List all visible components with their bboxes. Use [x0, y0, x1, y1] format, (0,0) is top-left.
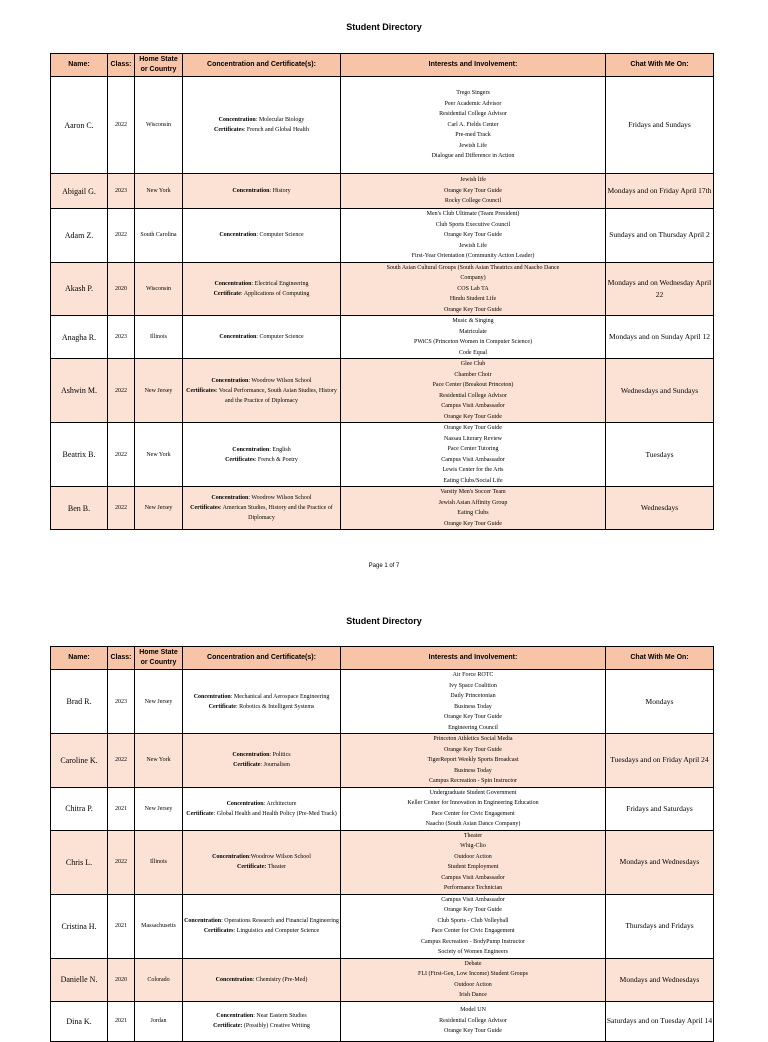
- chat-days: Wednesdays and Sundays: [606, 359, 714, 423]
- concentration-key: Concentration: [219, 232, 257, 239]
- interest-item: Dialogue and Difference in Action: [431, 153, 515, 160]
- column-header-concentration: Concentration and Certificate(s):: [183, 647, 341, 670]
- interest-item: Residential College Advisor: [439, 392, 507, 399]
- concentration-value: : French & Poetry: [254, 456, 298, 463]
- student-directory-table: [50, 53, 714, 530]
- page-title: Student Directory: [346, 616, 422, 626]
- concentration-line: [183, 862, 340, 872]
- column-header-concentration: Concentration and Certificate(s):: [183, 54, 341, 77]
- interest-item: Campus Visit Ambassador: [441, 403, 505, 409]
- interests-cell: [341, 894, 606, 958]
- concentration-line: [183, 493, 340, 503]
- column-header-class: Class:: [108, 54, 135, 77]
- class-year: 2023: [108, 670, 135, 734]
- table-row: [51, 174, 714, 209]
- concentration-key: Concentration: [226, 800, 264, 807]
- concentration-line: [183, 809, 340, 819]
- interests-cell: [341, 487, 606, 530]
- concentration-key: Concentration: [214, 280, 252, 287]
- chat-days: Mondays and on Friday April 17th: [606, 174, 714, 209]
- concentration-cell: [183, 262, 341, 316]
- concentration-key: Certificates: [214, 127, 244, 133]
- column-header-interests: Interests and Involvement:: [341, 54, 606, 77]
- chat-days: Mondays and Wednesdays: [606, 830, 714, 894]
- interests-cell: [341, 830, 606, 894]
- interest-item: Student Employment: [447, 864, 499, 870]
- concentration-key: Certificates: [225, 456, 255, 463]
- concentration-cell: [183, 958, 341, 1001]
- table-row: [51, 359, 714, 423]
- interest-item: Orange Key Tour Guide: [444, 306, 502, 313]
- concentration-value: : Linguistics and Computer Science: [233, 928, 320, 934]
- concentration-value: : Applications of Computing: [240, 290, 310, 297]
- home-state: New Jersey: [135, 359, 183, 423]
- interest-item: Ivy Space Coalition: [449, 682, 497, 689]
- table-row: [51, 423, 714, 487]
- interest-item: Pace Center (Breakout Princeton): [432, 382, 514, 388]
- concentration-key: Certificate: [213, 290, 241, 297]
- home-state: Wisconsin: [135, 262, 183, 316]
- interest-item: Orange Key Tour Guide: [444, 907, 502, 913]
- interest-item: Orange Key Tour Guide: [444, 232, 502, 238]
- interest-item: Club Sports Executive Council: [435, 221, 511, 228]
- interest-item: Lewis Center for the Arts: [442, 467, 504, 473]
- concentration-line: [183, 1021, 340, 1031]
- home-state: New Jersey: [135, 487, 183, 530]
- interest-item: Princeton Athletics Social Media: [433, 736, 513, 742]
- class-year: 2023: [108, 316, 135, 359]
- table-row: [51, 958, 714, 1001]
- home-state: Massachusetts: [135, 894, 183, 958]
- concentration-key: Certificate:: [213, 1023, 243, 1029]
- interest-item: Whig-Clio: [460, 843, 486, 849]
- concentration-line: [183, 503, 340, 523]
- concentration-line: [183, 186, 340, 196]
- concentration-cell: [183, 670, 341, 734]
- concentration-cell: [183, 894, 341, 958]
- concentration-key: Concentration: [184, 918, 222, 924]
- interest-item: Pace Center for Civic Engagement: [431, 810, 515, 817]
- interest-item: PWiCS (Princeton Women in Computer Science): [414, 339, 532, 345]
- concentration-key: Certificate: [186, 810, 214, 817]
- home-state: New York: [135, 423, 183, 487]
- concentration-value: :Woodrow Wilson School: [249, 854, 311, 860]
- class-year: 2022: [108, 487, 135, 530]
- interests-cell: [341, 262, 606, 316]
- concentration-cell: [183, 487, 341, 530]
- interest-item: Theater: [463, 832, 483, 839]
- concentration-key: Concentration: [211, 377, 249, 384]
- interest-item: Code Equal: [458, 349, 488, 356]
- chat-days: Mondays: [606, 670, 714, 734]
- home-state: New Jersey: [135, 787, 183, 830]
- interest-item: Chamber Choir: [454, 371, 492, 378]
- interest-item: Hindu Student Life: [449, 296, 497, 302]
- student-name: Chris L.: [51, 830, 108, 894]
- concentration-key: Certificate:: [236, 864, 267, 870]
- concentration-value: : Woodrow Wilson School: [248, 495, 312, 501]
- concentration-value: : Global Health and Health Policy (Pre-Med Track): [213, 810, 337, 817]
- student-name: Cristina H.: [51, 894, 108, 958]
- interest-item: Performance Technician: [443, 885, 503, 891]
- interest-item: Club Sports - Club Volleyball: [437, 917, 509, 924]
- home-state: Wisconsin: [135, 77, 183, 174]
- concentration-line: [183, 1011, 340, 1021]
- concentration-key: Concentration: [193, 693, 231, 700]
- interest-item: Matriculate: [459, 328, 487, 335]
- concentration-value: : History: [269, 188, 291, 194]
- chat-days: Fridays and Saturdays: [606, 787, 714, 830]
- concentration-value: : Vocal Performance, South Asian Studies, History and the Practice of Diplomacy: [215, 387, 337, 404]
- concentration-line: [183, 289, 340, 299]
- concentration-key: Certificates: [190, 505, 220, 511]
- home-state: Colorado: [135, 958, 183, 1001]
- interest-item: Jewish Asian Affinity Group: [438, 499, 508, 506]
- interest-item: Business Today: [454, 767, 492, 774]
- interests-cell: [341, 734, 606, 788]
- concentration-cell: [183, 830, 341, 894]
- concentration-line: [183, 799, 340, 809]
- interest-item: Orange Key Tour Guide: [444, 413, 502, 420]
- interest-item: Pace Center Tutoring: [447, 446, 499, 452]
- class-year: 2020: [108, 262, 135, 316]
- chat-days: Wednesdays: [606, 487, 714, 530]
- interest-item: South Asian Cultural Groups (South Asian Theatrics and Naacho Dance: [386, 264, 560, 271]
- interest-item: Undergraduate Student Government: [429, 789, 517, 796]
- interest-item: Debate: [464, 960, 482, 967]
- concentration-cell: [183, 174, 341, 209]
- interest-item: Peer Academic Advisor: [444, 100, 502, 107]
- interest-item: Business Today: [454, 703, 492, 710]
- header-row: [51, 647, 714, 670]
- concentration-value: : English: [269, 446, 291, 453]
- interest-item: Carl A. Fields Center: [447, 121, 499, 128]
- home-state: South Carolina: [135, 209, 183, 263]
- class-year: 2022: [108, 209, 135, 263]
- interest-item: Jewish Life: [459, 142, 487, 149]
- table-row: [51, 894, 714, 958]
- concentration-line: [183, 702, 340, 712]
- concentration-cell: [183, 787, 341, 830]
- table-row: [51, 787, 714, 830]
- concentration-value: : Architecture: [263, 800, 297, 807]
- interest-item: Campus Visit Ambassador: [441, 874, 505, 881]
- chat-days: Sundays and on Thursday April 2: [606, 209, 714, 263]
- student-name: Ashwin M.: [51, 359, 108, 423]
- page-number: Page 1 of 7: [368, 563, 400, 569]
- concentration-line: [183, 115, 340, 125]
- concentration-value: : Electrical Engineering: [251, 280, 309, 287]
- column-header-name: Name:: [51, 647, 108, 670]
- table-row: [51, 487, 714, 530]
- interest-item: Orange Key Tour Guide: [444, 425, 502, 431]
- concentration-line: [183, 916, 340, 926]
- interest-item: TigerReport Weekly Sports Broadcast: [427, 757, 519, 763]
- interests-cell: [341, 359, 606, 423]
- concentration-line: [183, 332, 340, 342]
- concentration-key: Certificate: [208, 703, 236, 710]
- class-year: 2022: [108, 830, 135, 894]
- student-name: Danielle N.: [51, 958, 108, 1001]
- interest-item: Glee Club: [460, 361, 486, 367]
- student-name: Beatrix B.: [51, 423, 108, 487]
- concentration-cell: [183, 316, 341, 359]
- concentration-value: : Chemistry (Pre-Med): [252, 976, 308, 983]
- interest-item: Air Force ROTC: [452, 672, 494, 678]
- chat-days: Tuesdays: [606, 423, 714, 487]
- concentration-value: : Politics: [269, 752, 291, 759]
- column-header-home: Home State or Country: [135, 54, 183, 77]
- concentration-line: [183, 852, 340, 862]
- interest-item: Campus Visit Ambassador: [441, 896, 505, 903]
- concentration-line: [183, 386, 340, 406]
- student-name: Chitra P.: [51, 787, 108, 830]
- concentration-value: : Near Eastern Studies: [253, 1013, 307, 1019]
- concentration-cell: [183, 1001, 341, 1041]
- concentration-line: [183, 750, 340, 760]
- concentration-line: [183, 125, 340, 135]
- interest-item: Pace Center for Civic Engagement: [431, 928, 515, 934]
- interest-item: Outdoor Action: [454, 981, 492, 988]
- student-name: Dina K.: [51, 1001, 108, 1041]
- chat-days: Mondays and on Wednesday April 22: [606, 262, 714, 316]
- table-row: [51, 209, 714, 263]
- page-title: Student Directory: [346, 22, 422, 32]
- chat-days: Saturdays and on Tuesday April 14: [606, 1001, 714, 1041]
- interest-item: Campus Recreation - Spin Instructor: [429, 778, 517, 784]
- concentration-value: : American Studies, History and the Practice of Diplomacy: [219, 505, 333, 521]
- student-name: Akash P.: [51, 262, 108, 316]
- concentration-line: [183, 455, 340, 465]
- student-name: Brad R.: [51, 670, 108, 734]
- concentration-line: [183, 926, 340, 936]
- concentration-line: [183, 760, 340, 770]
- interest-item: Orange Key Tour Guide: [444, 746, 502, 753]
- concentration-key: Concentration: [232, 752, 270, 759]
- class-year: 2022: [108, 359, 135, 423]
- interests-cell: [341, 423, 606, 487]
- interests-cell: [341, 174, 606, 209]
- column-header-name: Name:: [51, 54, 108, 77]
- student-name: Adam Z.: [51, 209, 108, 263]
- home-state: Illinois: [135, 830, 183, 894]
- interest-item: Music & Singing: [452, 318, 494, 324]
- column-header-class: Class:: [108, 647, 135, 670]
- interest-item: Jewish Life: [459, 242, 487, 249]
- interest-item: Jewish life: [460, 177, 486, 184]
- interest-item: Men's Club Ultimate (Team President): [426, 211, 520, 217]
- interest-item: Engineering Council: [448, 724, 498, 731]
- concentration-value: Theater: [266, 864, 287, 870]
- class-year: 2022: [108, 423, 135, 487]
- chat-days: Fridays and Sundays: [606, 77, 714, 174]
- interest-item: Model UN: [460, 1007, 486, 1014]
- home-state: Jordan: [135, 1001, 183, 1041]
- interest-item: Nassau Literary Review: [444, 435, 502, 442]
- interests-cell: [341, 316, 606, 359]
- concentration-key: Concentration: [216, 1013, 254, 1019]
- concentration-key: Concentration: [211, 495, 249, 501]
- table-row: [51, 670, 714, 734]
- concentration-value: : Woodrow Wilson School: [248, 377, 312, 384]
- chat-days: Mondays and on Sunday April 12: [606, 316, 714, 359]
- class-year: 2021: [108, 787, 135, 830]
- table-row: [51, 830, 714, 894]
- concentration-value: : Journalism: [260, 762, 290, 769]
- class-year: 2020: [108, 958, 135, 1001]
- concentration-key: Concentration: [232, 446, 270, 453]
- class-year: 2022: [108, 734, 135, 788]
- concentration-cell: [183, 359, 341, 423]
- interests-cell: [341, 77, 606, 174]
- class-year: 2021: [108, 894, 135, 958]
- student-directory-table: [50, 646, 714, 1042]
- concentration-value: : Operations Research and Financial Engineering: [221, 918, 339, 924]
- interest-item: Keller Center for Innovation in Engineering Education: [407, 800, 539, 806]
- concentration-key: Concentration: [218, 117, 256, 123]
- interests-cell: [341, 787, 606, 830]
- interest-item: Varsity Men's Soccer Team: [440, 489, 506, 495]
- interest-item: Campus Recreation - BodyPump Instructor: [421, 938, 525, 945]
- home-state: New York: [135, 734, 183, 788]
- concentration-line: [183, 230, 340, 240]
- interests-cell: [341, 209, 606, 263]
- concentration-value: : Robotics & Intelligent Systems: [235, 703, 315, 710]
- concentration-key: Certificates: [203, 928, 234, 934]
- column-header-chat: Chat With Me On:: [606, 54, 714, 77]
- concentration-value: : French and Global Health: [243, 127, 309, 133]
- home-state: New York: [135, 174, 183, 209]
- concentration-cell: [183, 423, 341, 487]
- student-name: Aaron C.: [51, 77, 108, 174]
- concentration-key: Concentration: [232, 188, 270, 194]
- student-name: Abigail G.: [51, 174, 108, 209]
- table-row: [51, 262, 714, 316]
- home-state: Illinois: [135, 316, 183, 359]
- interest-item: FLI (First-Gen, Low Income) Student Groups: [418, 971, 528, 977]
- concentration-line: [183, 445, 340, 455]
- chat-days: Thursdays and Fridays: [606, 894, 714, 958]
- student-name: Anagha R.: [51, 316, 108, 359]
- interests-cell: [341, 958, 606, 1001]
- interest-item: Outdoor Action: [454, 853, 492, 860]
- interest-item: Trego Singers: [456, 90, 490, 97]
- interest-item: Naacho (South Asian Dance Company): [425, 821, 521, 827]
- table-row: [51, 1001, 714, 1041]
- interest-item: Orange Key Tour Guide: [444, 520, 502, 527]
- header-row: [51, 54, 714, 77]
- interest-item: COS Lab TA: [457, 285, 489, 292]
- concentration-cell: [183, 77, 341, 174]
- column-header-interests: Interests and Involvement:: [341, 647, 606, 670]
- table-row: [51, 316, 714, 359]
- interests-cell: [341, 1001, 606, 1041]
- concentration-line: [183, 376, 340, 386]
- concentration-value: : Molecular Biology: [255, 117, 305, 123]
- concentration-key: Concentration: [215, 976, 253, 983]
- interest-item: Eating Clubs: [457, 510, 489, 516]
- concentration-cell: [183, 209, 341, 263]
- interest-item: First-Year Orientation (Community Action Leader): [411, 253, 535, 259]
- interest-item: Irish Dance: [459, 992, 487, 998]
- interest-item: Daily Princetonian: [450, 693, 496, 699]
- class-year: 2022: [108, 77, 135, 174]
- interest-item: Company): [460, 275, 486, 281]
- interest-item: Residential College Advisor: [439, 111, 507, 118]
- class-year: 2021: [108, 1001, 135, 1041]
- concentration-line: [183, 975, 340, 985]
- chat-days: Mondays and Wednesdays: [606, 958, 714, 1001]
- concentration-value: (Possibly) Creative Writing: [242, 1023, 310, 1029]
- concentration-line: [183, 692, 340, 702]
- interests-cell: [341, 670, 606, 734]
- interest-item: Orange Key Tour Guide: [444, 1028, 502, 1035]
- interest-item: Orange Key Tour Guide: [444, 714, 502, 720]
- interest-item: Orange Key Tour Guide: [444, 187, 502, 194]
- concentration-value: : Computer Science: [256, 334, 304, 340]
- concentration-value: : Mechanical and Aerospace Engineering: [230, 693, 330, 700]
- chat-days: Tuesdays and on Friday April 24: [606, 734, 714, 788]
- table-row: [51, 734, 714, 788]
- column-header-home: Home State or Country: [135, 647, 183, 670]
- interest-item: Society of Women Engineers: [438, 949, 508, 955]
- interest-item: Residential College Advisor: [439, 1017, 507, 1024]
- interest-item: Rocky College Council: [444, 198, 502, 205]
- home-state: New Jersey: [135, 670, 183, 734]
- table-row: [51, 77, 714, 174]
- interest-item: Campus Visit Ambassador: [441, 456, 505, 463]
- concentration-key: Concentration: [212, 854, 250, 860]
- concentration-line: [183, 279, 340, 289]
- concentration-key: Concentration: [219, 334, 257, 340]
- student-name: Caroline K.: [51, 734, 108, 788]
- concentration-key: Certificate: [233, 762, 261, 769]
- student-name: Ben B.: [51, 487, 108, 530]
- class-year: 2023: [108, 174, 135, 209]
- interest-item: Eating Clubs/Social Life: [443, 477, 503, 484]
- concentration-key: Certificates: [186, 387, 216, 394]
- concentration-cell: [183, 734, 341, 788]
- column-header-chat: Chat With Me On:: [606, 647, 714, 670]
- concentration-value: : Computer Science: [256, 232, 304, 239]
- interest-item: Pre-med Track: [455, 132, 491, 139]
